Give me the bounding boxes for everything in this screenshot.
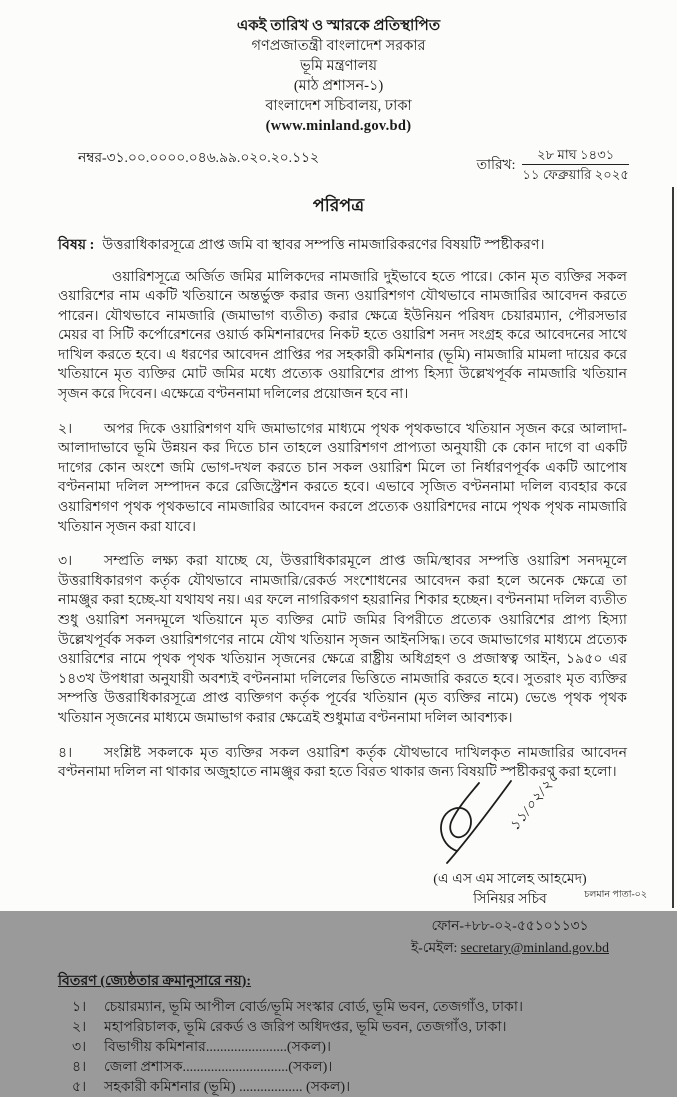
distribution-heading: বিতরণ (জ্যেষ্ঠতার ক্রমানুসারে নয়):	[58, 972, 252, 989]
paragraph-2-number: ২।	[58, 420, 73, 437]
replacement-note: একই তারিখ ও স্মারকে প্রতিস্থাপিত	[236, 18, 441, 34]
signature-area	[375, 769, 645, 869]
date-gregorian: ১১ ফেব্রুয়ারি ২০২৫	[522, 167, 629, 182]
date-label: তারিখ:	[476, 156, 516, 172]
distribution-item	[58, 1037, 627, 1057]
item-number: ১।	[72, 998, 87, 1015]
reference-row	[78, 146, 629, 183]
dual-date	[522, 146, 629, 183]
continuation-note: চলমান পাতা-০২	[584, 890, 647, 900]
item-number: ৫।	[72, 1078, 87, 1095]
signatory-designation: সিনিয়র সচিব	[473, 891, 547, 907]
distribution-item	[58, 1057, 627, 1077]
email-label: ই-মেইল:	[411, 939, 458, 955]
signatory-name: (এ এস এম সালেহ আহমেদ)	[433, 871, 587, 887]
signatory-email-line	[375, 939, 645, 957]
handwritten-date: ১১/০২/২৫	[507, 769, 563, 834]
distribution-item	[58, 1077, 627, 1097]
distribution-item	[58, 997, 627, 1017]
ministry-name: ভূমি মন্ত্রণালয়	[299, 58, 378, 74]
item-number: ৪।	[72, 1058, 87, 1075]
item-text: সহকারী কমিশনার (ভূমি) .................. (সকল)।	[104, 1078, 351, 1095]
item-text: মহাপরিচালক, ভূমি রেকর্ড ও জরিপ অধিদপ্তর, ভূমি ভবন, তেজগাঁও, ঢাকা।	[104, 1018, 507, 1035]
signature-block	[375, 769, 645, 957]
paragraph-1: ওয়ারিশসূত্রে অর্জিত জমির মালিকদের নামজারি দুইভাবে হতে পারে। কোন মৃত ব্যক্তির সকল ওয়ারিশের নাম একটি খতিয়ানে অন্তর্ভুক্ত করার জন্য ওয়ারিশগণ যৌথভাবে নামজারির আবেদন করতে পারেন। যৌথভাবে নামজারি (জমাভাগ ব্যতীত) করার ক্ষেত্রে ইউনিয়ন পরিষদ চেয়ারম্যান, পৌরসভার মেয়র বা সিটি কর্পোরেশনের ওয়ার্ড কমিশনারদের নিকট হতে ওয়ারিশ সনদ সংগ্রহ করে আবেদনের সাথে দাখিল করতে হবে। এ ধরণের আবেদন প্রাপ্তির পর সহকারী কমিশনার (ভূমি) নামজারি মামলা দায়ের করে খতিয়ানে মৃত ব্যক্তির মোট জমির মধ্যে প্রত্যেক ওয়ারিশের প্রাপ্য হিস্যা উল্লেখপূর্বক নামজারি খতিয়ান সৃজন করে দিবেন। এক্ষেত্রে বণ্টননামা দলিলের প্রয়োজন হবে না।	[58, 268, 627, 403]
paragraph-4-number: ৪।	[58, 744, 73, 761]
item-number: ৩।	[72, 1038, 87, 1055]
email-address: secretary@minland.gov.bd	[460, 939, 609, 955]
document-title: পরিপত্র	[312, 195, 365, 215]
memo-number: নম্বর-৩১.০০.০০০০.০৪৬.৯৯.০২০.২০.১১২	[78, 150, 319, 165]
paragraph-3	[58, 552, 627, 728]
paragraph-3-text: সম্প্রতি লক্ষ্য করা যাচ্ছে যে, উত্তরাধিকারমূলে প্রাপ্ত জমি/স্থাবর সম্পত্তি ওয়ারিশ সনদমূলে উত্তরাধিকারগণ কর্তৃক যৌথভাবে নামজারি/রেকর্ড সংশোধনের আবেদন করা হলে অনেক ক্ষেত্রে তা নামঞ্জুর করা হচ্ছে-যা যথাযথ নয়। এর ফলে নাগরিকগণ হয়রানির শিকার হচ্ছেন। বণ্টননামা দলিল ব্যতীত শুধু ওয়ারিশ সনদমূলে খতিয়ানে মৃত ব্যক্তির মোট জমির বিপরীতে প্রত্যেক ওয়ারিশের প্রাপ্য হিস্যা উল্লেখপূর্বক সকল ওয়ারিশগণের নামে যৌথ খতিয়ান সৃজন আইনসিদ্ধ। তবে জমাভাগের মাধ্যমে প্রত্যেক ওয়ারিশের নামে পৃথক পৃথক খতিয়ান সৃজনের ক্ষেত্রে রাষ্ট্রীয় অধিগ্রহণ ও প্রজাস্বত্ব আইন, ১৯৫০ এর ১৪৩খ উপধারা অনুযায়ী অবশ্যই বণ্টননামা দলিলের ভিত্তিতে নামজারি করতে হবে। সুতরাং মৃত ব্যক্তির সম্পত্তি উত্তরাধিকারসূত্রে প্রাপ্ত ব্যক্তিগণ কর্তৃক পূর্বের খতিয়ান (মৃত ব্যক্তির নামে) ভেঙে পৃথক পৃথক খতিয়ান সৃজনের মাধ্যমে জমাভাগ করার ক্ষেত্রেই শুধুমাত্র বণ্টননামা দলিল আবশ্যক।	[58, 553, 627, 726]
government-name: গণপ্রজাতন্ত্রী বাংলাদেশ সরকার	[251, 38, 426, 54]
subject-label: বিষয় :	[58, 237, 95, 253]
item-number: ২।	[72, 1018, 87, 1035]
paragraph-3-number: ৩।	[58, 553, 73, 570]
secretariat-address: বাংলাদেশ সচিবালয়, ঢাকা	[265, 98, 412, 114]
item-text: জেলা প্রশাসক..............................(সকল)।	[104, 1058, 333, 1075]
wing-name: (মাঠ প্রশাসন-১)	[293, 78, 384, 94]
date-bangla: ২৮ মাঘ ১৪৩১	[522, 146, 629, 165]
paragraph-2-text: অপর দিকে ওয়ারিশগণ যদি জমাভাগের মাধ্যমে পৃথক পৃথকভাবে খতিয়ান সৃজন করে আলাদা-আলাদাভাবে ভূমি উন্নয়ন কর দিতে চান তাহলে ওয়ারিশগণ প্রাপ্যতা অনুযায়ী কে কোন দাগে বা একটি দাগের কোন অংশে জমি ভোগ-দখল করতে চান সকল ওয়ারিশ মিলে তা নির্ধারণপূর্বক একটি আপোষ বণ্টননামা দলিল সম্পাদন করে রেজিস্ট্রেশন করতে হবে। এভাবে সৃজিত বণ্টননামা দলিল ব্যবহার করে ওয়ারিশগণ পৃথক পৃথকভাবে নামজারির আবেদন করলে প্রত্যেক ওয়ারিশদের নামে পৃথক পৃথক নামজারি খতিয়ান সৃজন করা যাবে।	[58, 420, 627, 535]
item-text: চেয়ারম্যান, ভূমি আপীল বোর্ড/ভূমি সংস্কার বোর্ড, ভূমি ভবন, তেজগাঁও, ঢাকা।	[104, 998, 524, 1015]
date-block	[477, 146, 629, 183]
distribution-section	[58, 969, 627, 1097]
subject-line	[58, 236, 625, 256]
website: (www.minland.gov.bd)	[265, 118, 412, 134]
paragraph-4-text: সংশ্লিষ্ট সকলকে মৃত ব্যক্তির সকল ওয়ারিশ কর্তৃক যৌথভাবে দাখিলকৃত নামজারির আবেদন বণ্টননামা দলিল না থাকার অজুহাতে নামঞ্জুর করা হতে বিরত থাকার জন্য বিষয়টি স্পষ্টীকরণ করা হলো।	[58, 744, 627, 781]
subject-text: উত্তরাধিকারসূত্রে প্রাপ্ত জমি বা স্থাবর সম্পত্তি নামজারিকরণের বিষয়টি স্পষ্টীকরণ।	[102, 237, 545, 253]
signatory-phone: ফোন-+৮৮-০২-৫৫১০১১৩১	[431, 917, 589, 933]
scan-edge-artifact	[672, 187, 674, 908]
paragraph-2	[58, 420, 627, 538]
distribution-item	[58, 1017, 627, 1037]
item-text: বিভাগীয় কমিশনার.......................(সকল)।	[104, 1038, 332, 1055]
letterhead	[0, 0, 677, 136]
